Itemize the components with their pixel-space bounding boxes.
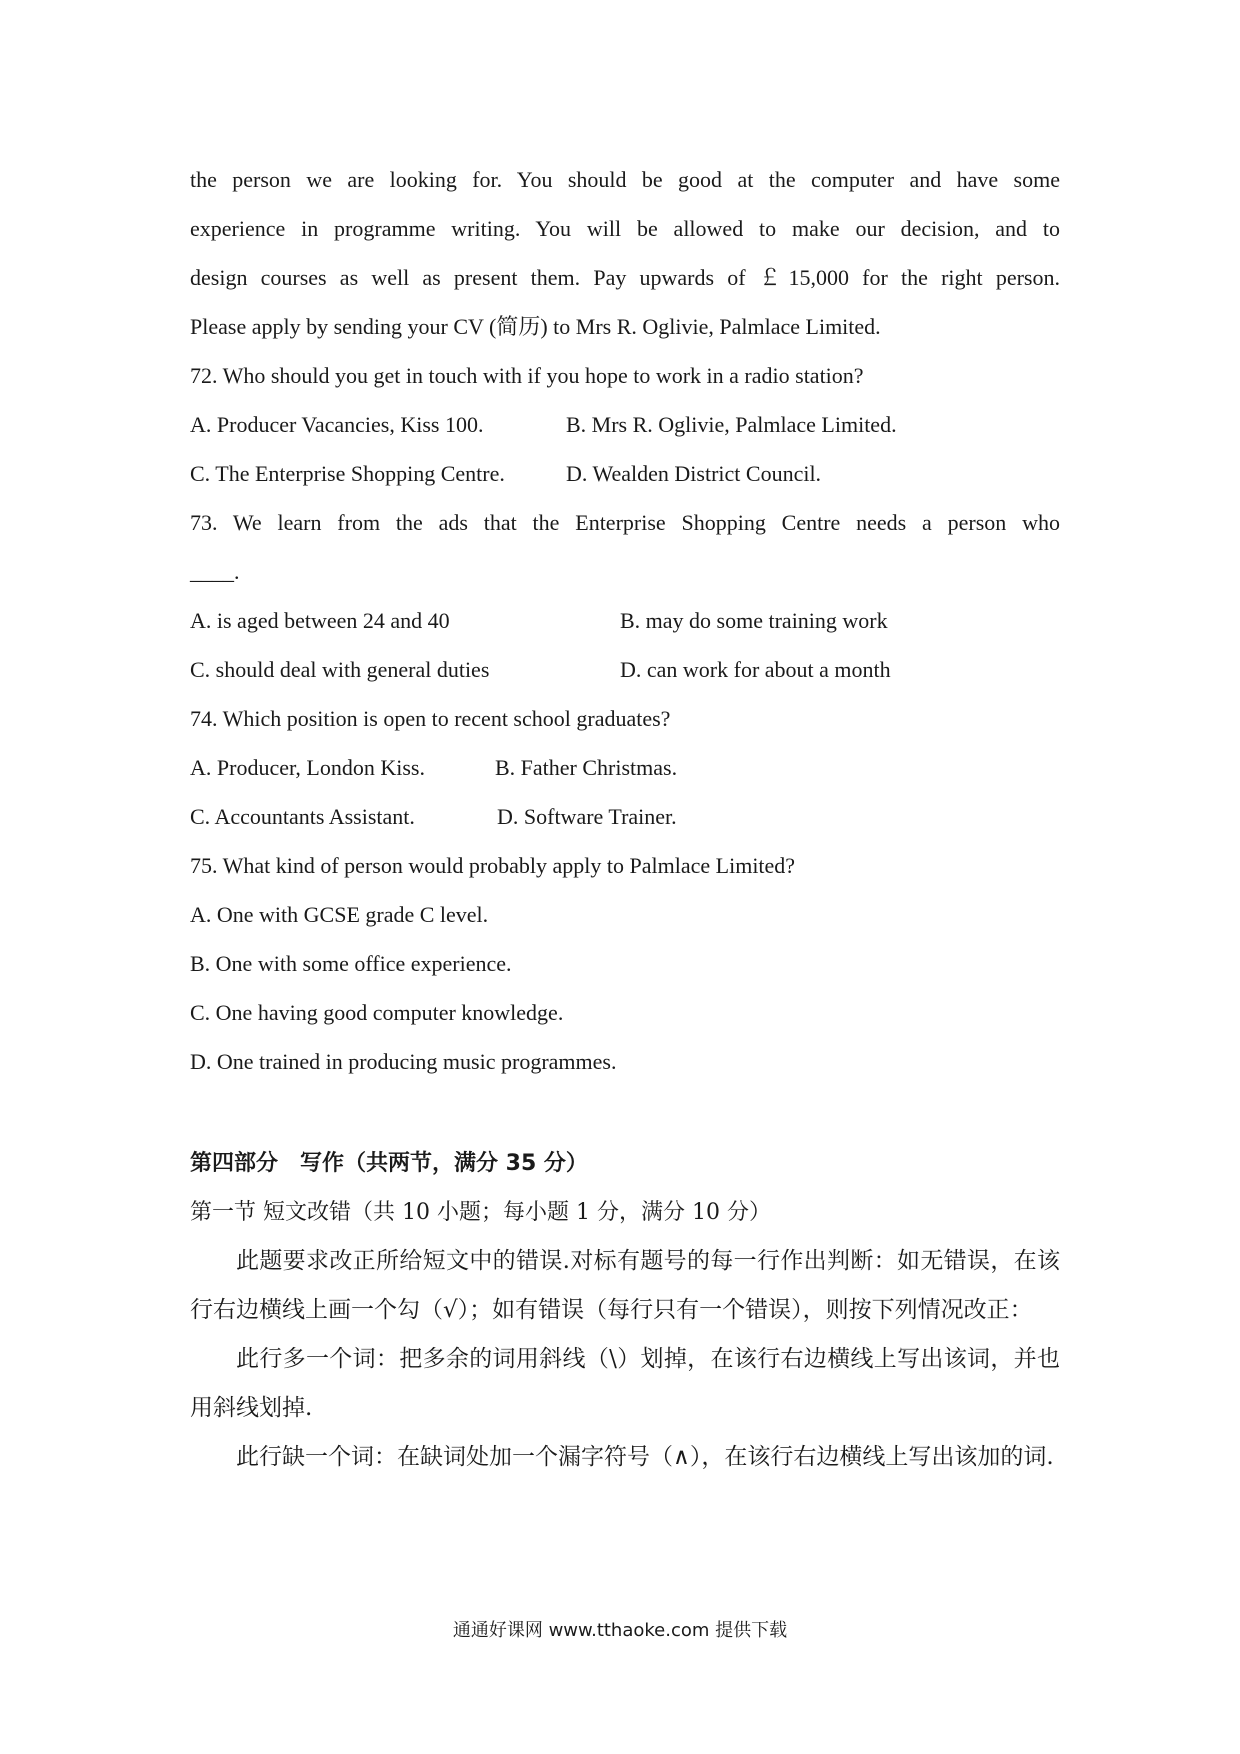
option-row	[190, 596, 1060, 645]
option-c: C. Accountants Assistant.	[190, 804, 415, 829]
option-c: C. One having good computer knowledge.	[190, 1000, 564, 1025]
question-72	[190, 351, 1060, 498]
instruction-paragraph: 此题要求改正所给短文中的错误.对标有题号的每一行作出判断：如无错误，在该行右边横线上画一个勾（√）；如有错误（每行只有一个错误），则按下列情况改正：	[190, 1248, 1060, 1323]
option-d: D. One trained in producing music programmes.	[190, 1049, 617, 1074]
passage-line: experience in programme writing. You will be allowed to make our decision, and to	[190, 216, 1060, 241]
instruction-paragraph: 此行缺一个词：在缺词处加一个漏字符号（∧），在该行右边横线上写出该加的词.	[236, 1444, 1054, 1470]
option-a: A. Producer, London Kiss.	[190, 755, 425, 780]
option-a: A. is aged between 24 and 40	[190, 608, 450, 633]
question-stem: 75. What kind of person would probably apply to Palmlace Limited?	[190, 853, 796, 878]
option-c: C. The Enterprise Shopping Centre.	[190, 461, 505, 486]
question-75	[190, 841, 1060, 1086]
option-c: C. should deal with general duties	[190, 657, 490, 682]
option-a: A. Producer Vacancies, Kiss 100.	[190, 412, 484, 437]
section-title: 第一节 短文改错（共 10 小题；每小题 1 分，满分 10 分）	[190, 1200, 771, 1225]
option-d: D. Software Trainer.	[497, 804, 677, 829]
question-stem: 72. Who should you get in touch with if you hope to work in a radio station?	[190, 363, 864, 388]
passage-line: design courses as well as present them. Pay upwards of ￡15,000 for the right person.	[190, 265, 1060, 290]
option-row	[190, 743, 1060, 792]
spacer	[190, 1086, 1060, 1139]
instruction-paragraph: 此行多一个词：把多余的词用斜线（\）划掉，在该行右边横线上写出该词，并也用斜线划掉.	[190, 1346, 1060, 1421]
page-content	[190, 155, 1060, 1482]
question-stem: 74. Which position is open to recent school graduates?	[190, 706, 671, 731]
reading-passage	[190, 155, 1060, 351]
question-74	[190, 694, 1060, 841]
question-stem: 73. We learn from the ads that the Enterprise Shopping Centre needs a person who	[190, 510, 1060, 535]
option-d: D. Wealden District Council.	[566, 461, 822, 486]
question-stem-blank: ____.	[190, 559, 240, 584]
option-row	[190, 449, 1060, 498]
option-row	[190, 645, 1060, 694]
option-b: B. Mrs R. Oglivie, Palmlace Limited.	[566, 412, 897, 437]
part-title: 第四部分 写作（共两节，满分 35 分）	[190, 1151, 588, 1176]
passage-line: Please apply by sending your CV (简历) to Mrs R. Oglivie, Palmlace Limited.	[190, 314, 881, 339]
question-73	[190, 498, 1060, 694]
option-a: A. One with GCSE grade C level.	[190, 902, 489, 927]
writing-part	[190, 1139, 1060, 1482]
option-b: B. One with some office experience.	[190, 951, 512, 976]
page-footer: 通通好课网 www.tthaoke.com 提供下载	[452, 1620, 788, 1641]
option-row	[190, 400, 1060, 449]
option-b: B. Father Christmas.	[495, 755, 678, 780]
option-d: D. can work for about a month	[620, 657, 891, 682]
passage-line: the person we are looking for. You should be good at the computer and have some	[190, 167, 1060, 192]
option-b: B. may do some training work	[620, 608, 888, 633]
option-row	[190, 792, 1060, 841]
